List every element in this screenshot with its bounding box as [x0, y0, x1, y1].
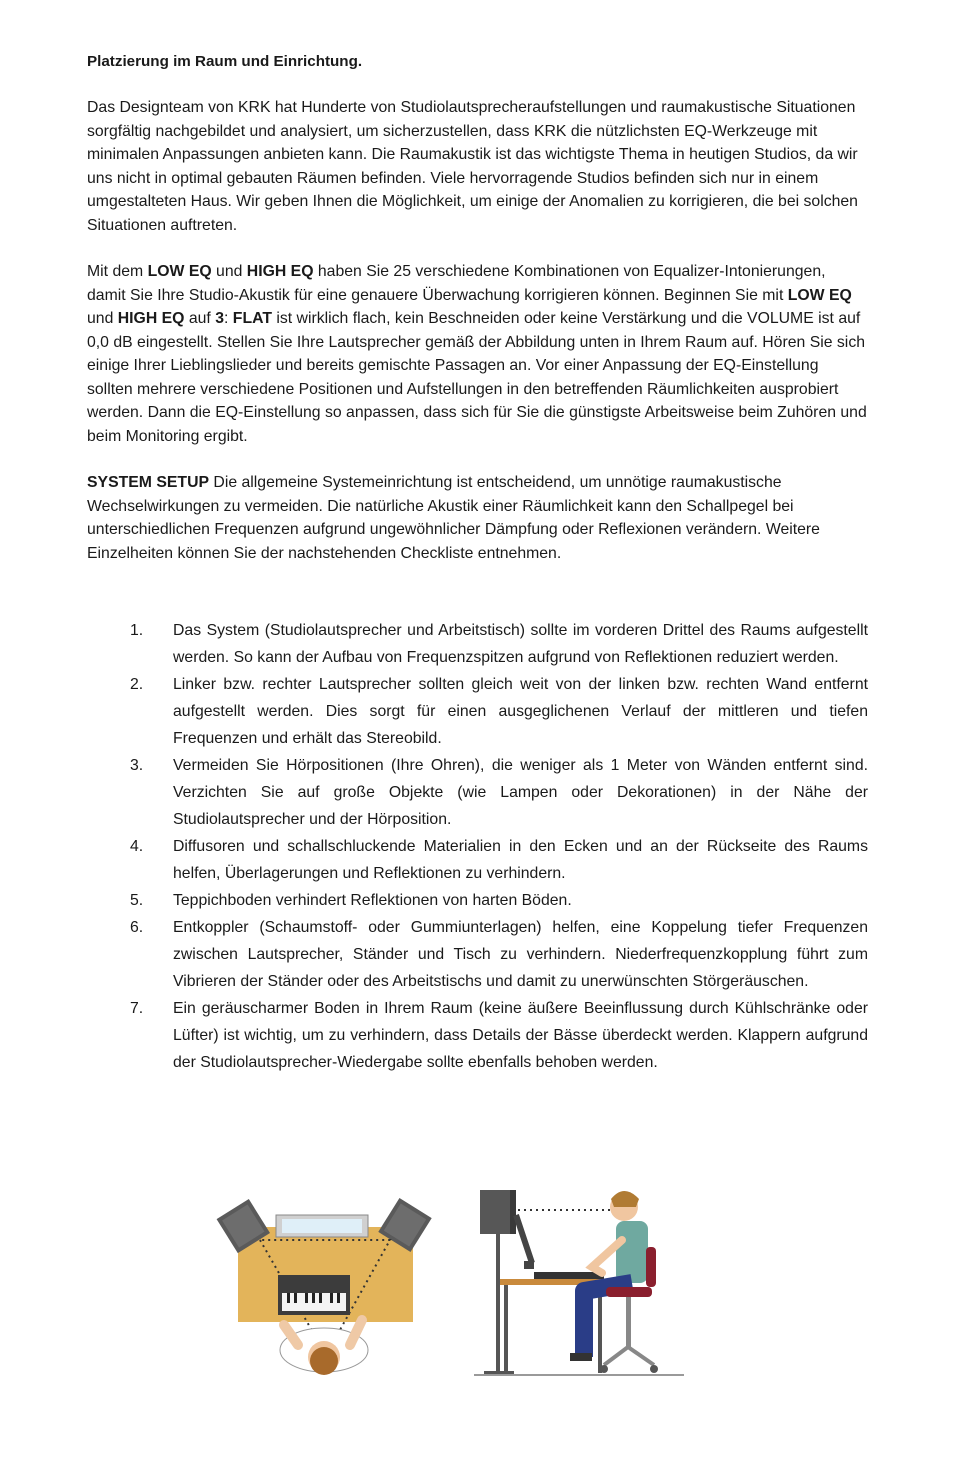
seated-listener-icon	[474, 1185, 694, 1380]
checklist-item: 2. Linker bzw. rechter Lautsprecher sollten gleich weit von der linken bzw. rechten Wand entfernt aufgestellt werden. Dies sorgt für einen ausgeglichenen Verlauf der mittleren und tiefen Frequenzen und erhält das Stereobild.	[130, 676, 868, 747]
system-setup-lead: SYSTEM SETUP	[87, 474, 210, 491]
high-eq-term: HIGH EQ	[117, 310, 185, 327]
low-eq-term: LOW EQ	[147, 263, 212, 280]
setting-number: 3	[215, 310, 225, 327]
checklist-item: 1. Das System (Studiolautsprecher und Arbeitstisch) sollte im vorderen Drittel des Raums aufgestellt werden. So kann der Aufbau von Frequenzspitzen aufgrund von Reflektionen reduziert werden.	[130, 622, 868, 666]
high-eq-term: HIGH EQ	[246, 263, 314, 280]
checklist-item: 6. Entkoppler (Schaumstoff- oder Gummiunterlagen) helfen, eine Koppelung tiefer Frequenzen zwischen Lautsprecher, Ständer und Tisch zu verhindern. Niederfrequenzkopplung führt zum Vibrieren der Ständer oder des Arbeitstischs und damit zu unerwünschten Störgeräuschen.	[130, 919, 868, 990]
checklist-item: 4. Diffusoren und schallschluckende Materialien in den Ecken und an der Rückseite des Raums helfen, Überlagerungen und Reflektionen zu verhindern.	[130, 838, 868, 882]
section-heading: Platzierung im Raum und Einrichtung.	[87, 53, 363, 70]
checklist	[87, 617, 868, 1076]
low-eq-term: LOW EQ	[787, 286, 852, 304]
paragraph-intro: Das Designteam von KRK hat Hunderte von Studiolautsprecheraufstellungen und raumakustische Situationen sorgfältig nachgebildet und analysiert, um sicherzustellen, dass KRK die nützlichsten EQ-Werkzeuge mit minimalen Anpassungen anbieten kann. Die Raumakustik ist das wichtigste Thema in heutigen Studios, da wir uns nicht in optimal gebauten Räumen befinden. Viele hervorragende Studios befinden sich nur in einem umgestalteten Haus. Wir geben Ihnen die Möglichkeit, um einige der Anomalien zu korrigieren, die bei solchen Situationen auftreten.	[87, 99, 858, 234]
studio-top-view-icon	[210, 1185, 440, 1385]
flat-term: FLAT	[232, 310, 272, 327]
paragraph-eq: Mit dem LOW EQ und HIGH EQ haben Sie 25 verschiedene Kombinationen von Equalizer-Intonierungen, damit Sie Ihre Studio-Akustik für eine genauere Überwachung korrigieren können. Beginnen Sie mit LOW EQ und HIGH EQ auf 3: FLAT ist wirklich flach, kein Beschneiden oder keine Verstärkung und die VOLUME ist auf 0,0 dB eingestellt. Stellen Sie Ihre Lautsprecher gemäß der Abbildung unten in Ihrem Raum auf. Hören Sie sich einige Ihrer Lieblingslieder und bereits gemischte Passagen an. Vor einer Anpassung der EQ-Einstellung sollten mehrere verschiedene Positionen und Aufstellungen in den betreffenden Räumlichkeiten ausprobiert werden. Dann die EQ-Einstellung so anpassen, dass sich für Sie die günstigste Arbeitsweise beim Zuhören und beim Monitoring ergibt.	[87, 263, 867, 445]
checklist-item: 3. Vermeiden Sie Hörpositionen (Ihre Ohren), die weniger als 1 Meter von Wänden entfernt sind. Verzichten Sie auf große Objekte (wie Lampen oder Dekorationen) in der Nähe der Studiolautsprecher und der Hörposition.	[130, 757, 868, 828]
paragraph-system-setup: SYSTEM SETUP Die allgemeine Systemeinrichtung ist entscheidend, um unnötige raumakustische Wechselwirkungen zu vermeiden. Die natürliche Akustik einer Räumlichkeit kann den Schallpegel bei unterschiedlichen Frequenzen aufgrund ungewöhnlicher Dämpfung oder Reflexionen verändern. Weitere Einzelheiten können Sie der nachstehenden Checkliste entnehmen.	[87, 474, 820, 562]
side-view-illustration	[474, 1185, 694, 1380]
checklist-item: 5. Teppichboden verhindert Reflektionen von harten Böden.	[130, 892, 572, 909]
top-view-illustration	[210, 1185, 440, 1385]
document-page	[87, 50, 868, 1071]
checklist-item: 7. Ein geräuscharmer Boden in Ihrem Raum (keine äußere Beeinflussung durch Kühlschränke oder Lüfter) ist wichtig, um zu verhindern, dass Details der Bässe überdeckt werden. Klappern aufgrund der Studiolautsprecher-Wiedergabe sollte ebenfalls behoben werden.	[130, 1000, 868, 1071]
